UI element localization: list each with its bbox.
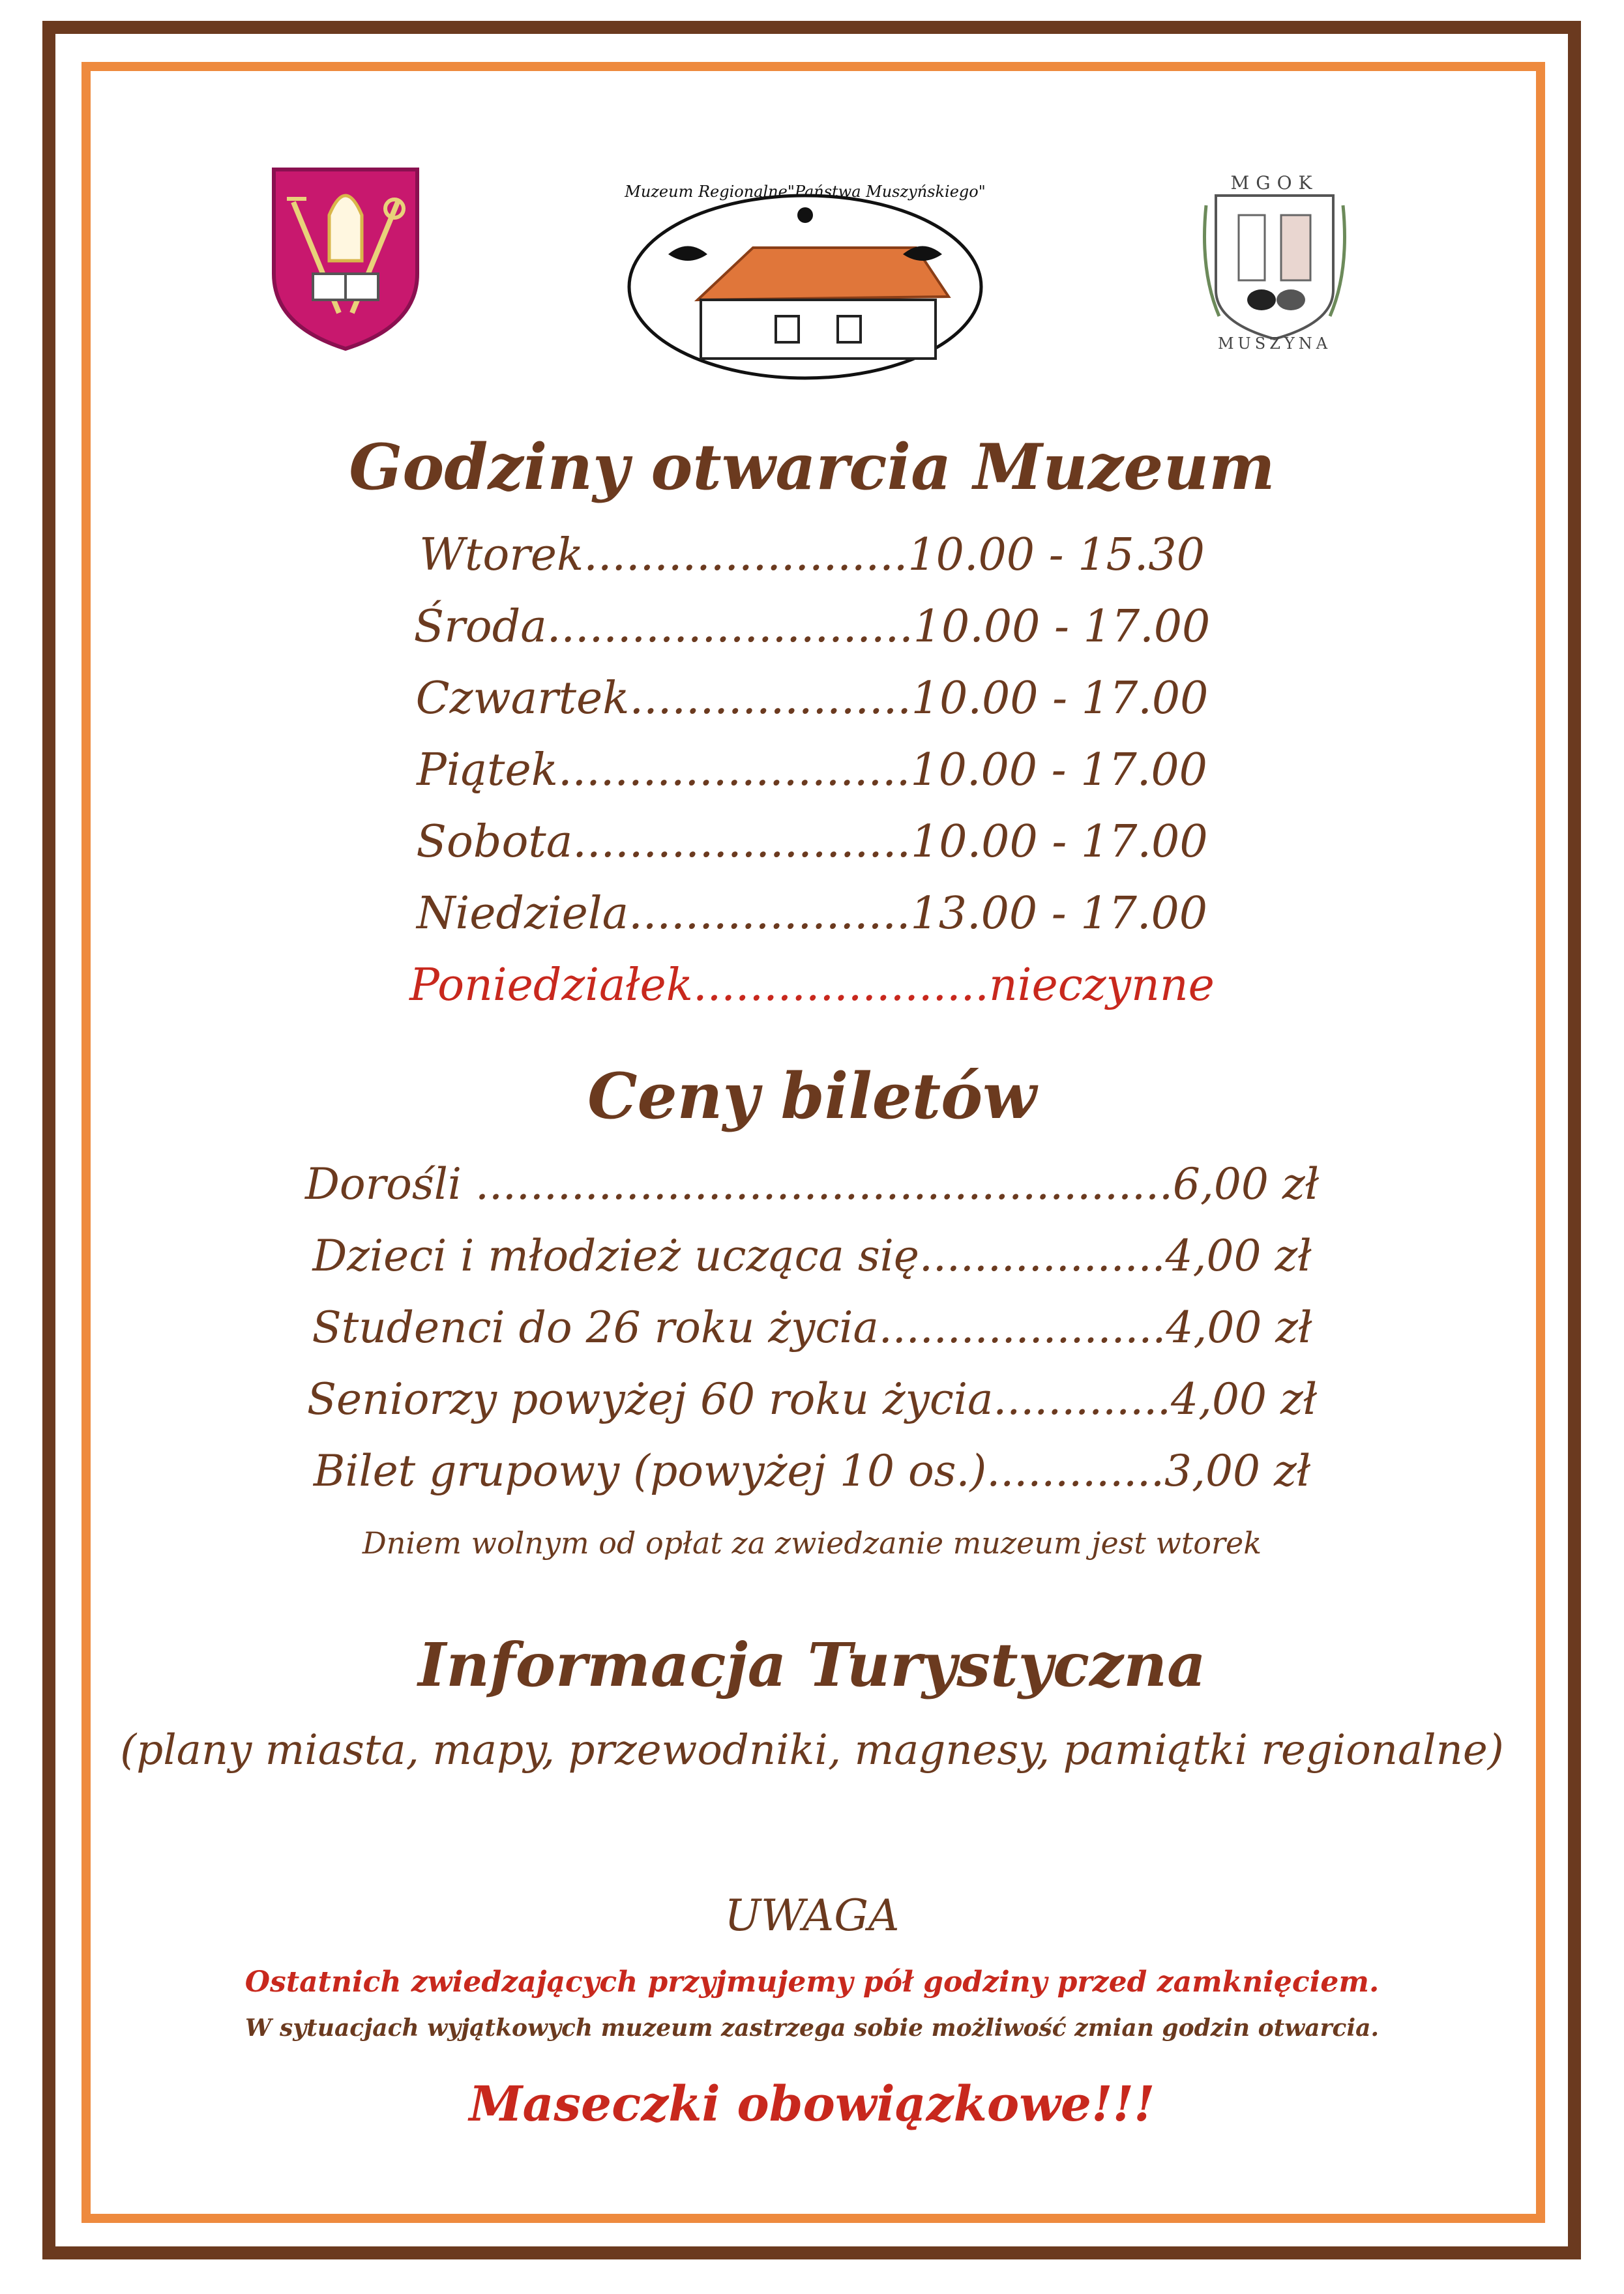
mgok-text: MGOK (1230, 172, 1319, 194)
museum-logo-text: Muzeum Regionalne"Państwa Muszyńskiego" (625, 183, 986, 201)
hours-row: Niedziela....................13.00 - 17.00 (417, 888, 1207, 939)
hours-closed-row: Poniedziałek.....................nieczynne (409, 960, 1215, 1011)
notice-line-2: W sytuacjach wyjątkowych muzeum zastrzega sobie możliwość zmian godzin otwarcia. (245, 2014, 1379, 2042)
price-row: Dzieci i młodzież ucząca się..................4,00 zł (312, 1231, 1312, 1281)
notice-title: UWAGA (724, 1890, 900, 1941)
hours-row: Sobota........................10.00 - 17.00 (416, 816, 1208, 868)
masks-notice: Maseczki obowiązkowe!!! (469, 2076, 1155, 2132)
notice-line-1: Ostatnich zwiedzających przyjmujemy pół godziny przed zamknięciem. (244, 1965, 1380, 1999)
price-row: Bilet grupowy (powyżej 10 os.).............3,00 zł (313, 1446, 1311, 1496)
muszyna-text: MUSZYNA (1217, 334, 1332, 352)
price-row: Dorośli ...................................................6,00 zł (304, 1159, 1320, 1209)
price-row: Studenci do 26 roku życia.....................4,00 zł (312, 1302, 1312, 1353)
hours-row: Piątek.........................10.00 - 17.00 (417, 744, 1207, 796)
museum-logo (623, 176, 988, 385)
hours-row: Czwartek....................10.00 - 17.00 (415, 673, 1209, 724)
price-row: Seniorzy powyżej 60 roku życia.............4,00 zł (306, 1374, 1318, 1424)
prices-title: Ceny biletów (587, 1059, 1037, 1133)
hours-row: Środa..........................10.00 - 17.00 (413, 601, 1211, 653)
coat-of-arms-logo (267, 163, 424, 352)
info-subtitle: (plany miasta, mapy, przewodniki, magnesy, pamiątki regionalne) (120, 1726, 1504, 1774)
hours-title: Godziny otwarcia Muzeum (349, 430, 1275, 504)
hours-row: Wtorek.......................10.00 - 15.30 (419, 529, 1205, 581)
mgok-logo (1200, 166, 1350, 352)
prices-note: Dniem wolnym od opłat za zwiedzanie muzeum jest wtorek (362, 1525, 1262, 1561)
info-title: Informacja Turystyczna (418, 1630, 1206, 1700)
